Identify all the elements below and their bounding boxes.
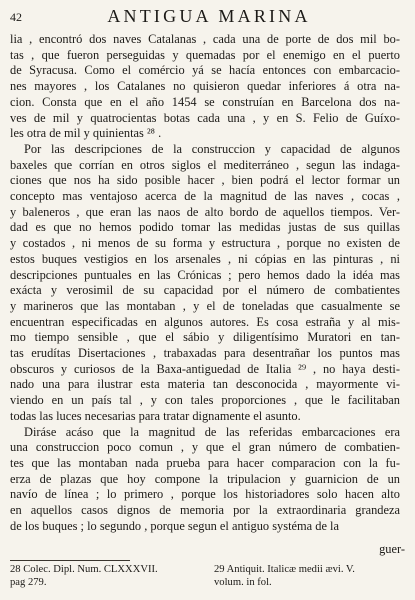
text-line: en aquellos casos dignos de memoria por la extraordinaria grandeza — [10, 503, 400, 518]
text-line: viendo en un país tal , y con tales proporciones , que le facilitaban — [10, 393, 400, 408]
footnote-rule — [10, 560, 130, 561]
text-line: tes que las montaban nada prueba para hacer comparacion con la fu- — [10, 455, 400, 470]
text-line: una construccion poco comun , y que el gran número de combatien- — [10, 440, 400, 455]
text-line: les otra de mil y quinientas ²⁸ . — [10, 126, 162, 141]
footnote-28 — [10, 563, 200, 589]
text-line: descripciones puntuales en las Crónicas ; pero hemos dado la idéa mas — [10, 267, 400, 282]
text-line: tas , que fueron perseguidas y quemadas por el enemigo en el puerto — [10, 47, 400, 62]
running-title: ANTIGUA MARINA — [107, 6, 311, 26]
footnote-29 — [214, 563, 406, 589]
text-line: encuentran especificadas en algunos autores. Es cosa estraña y al mis- — [10, 314, 400, 329]
text-line: y baleneros , que eran las naos de alto bordo de aquellos tiempos. Ver- — [10, 204, 400, 219]
footnote-line: 28 Colec. Dipl. Num. CLXXXVII. — [10, 564, 158, 575]
footnote-line: volum. in fol. — [214, 577, 272, 588]
text-line: cion. Consta que en el año 1454 se construían en Barcelona dos na- — [10, 94, 400, 109]
text-line: lia , encontró dos naves Catalanas , cada una de porte de dos mil bo- — [10, 32, 400, 46]
text-line: ves de mil y quatrocientas botas cada una , y en S. Felio de Guíxo- — [10, 110, 400, 125]
catchword: guer- — [379, 542, 405, 556]
text-line: Diráse acáso que la magnitud de las referidas embarcaciones era — [24, 424, 400, 439]
text-line: estos buques vestigios en los arsenales , ni cópias en las pinturas , ni — [10, 251, 400, 266]
footnote-line: pag 279. — [10, 577, 47, 588]
page-header — [10, 6, 408, 32]
text-line: ciones que nos ha sido posible hacer , bien podrá el lector formar un — [10, 173, 400, 188]
text-line: de Syracusa. Como el comércio yá se hacía entonces con embarcacio- — [10, 63, 400, 78]
text-line: nado una para ilustrar esta materia tan desconocida , mayormente vi- — [10, 377, 400, 392]
text-line: y costados , ni menos de su forma y estructura , porque no existen de — [10, 236, 400, 251]
text-line: nes mayores , los Catalanes no quisieron quedar inferiores á otra na- — [10, 79, 400, 94]
text-line: erza de plazas que hoy compone la tripulacion y guarnicion de un — [10, 471, 400, 486]
text-line: y marineros que las montaban , y el de toneladas que casualmente se — [10, 298, 400, 313]
page-number: 42 — [10, 10, 22, 24]
text-line: Por las descripciones de la construccion y capacidad de algunos — [24, 141, 400, 156]
text-line: mo tiempo sensible , que el sábio y diligentísimo Muratori en tan- — [10, 330, 400, 345]
text-line: obscuros y curiosos de la Baxa-antiguedad de Italia ²⁹ , no haya desti- — [10, 361, 400, 376]
text-line: navío de línea ; lo primero , porque los historiadores solo hacen alto — [10, 487, 400, 502]
text-line: dad es que no hemos podido tomar las medidas justas de sus quillas — [10, 220, 400, 235]
text-line: de los buques ; lo segundo , porque segun el antiguo systéma de la — [10, 518, 339, 533]
text-line: concepto mas ventajoso acerca de la magnitud de las naves , cocas , — [10, 189, 400, 204]
text-line: todas las luces necesarias para tratar dignamente el asunto. — [10, 408, 301, 423]
body-text — [10, 32, 400, 535]
text-line: exácta y verosimil de su capacidad por el número de combatientes — [10, 283, 400, 298]
footnote-line: 29 Antiquit. Italicæ medii ævi. V. — [214, 564, 355, 575]
text-line: tas erudítas Disertaciones , trabaxadas para desentrañar los puntos mas — [10, 346, 400, 361]
text-line: baxeles que corrían en otros siglos el mediterráneo , segun las indaga- — [10, 157, 400, 172]
